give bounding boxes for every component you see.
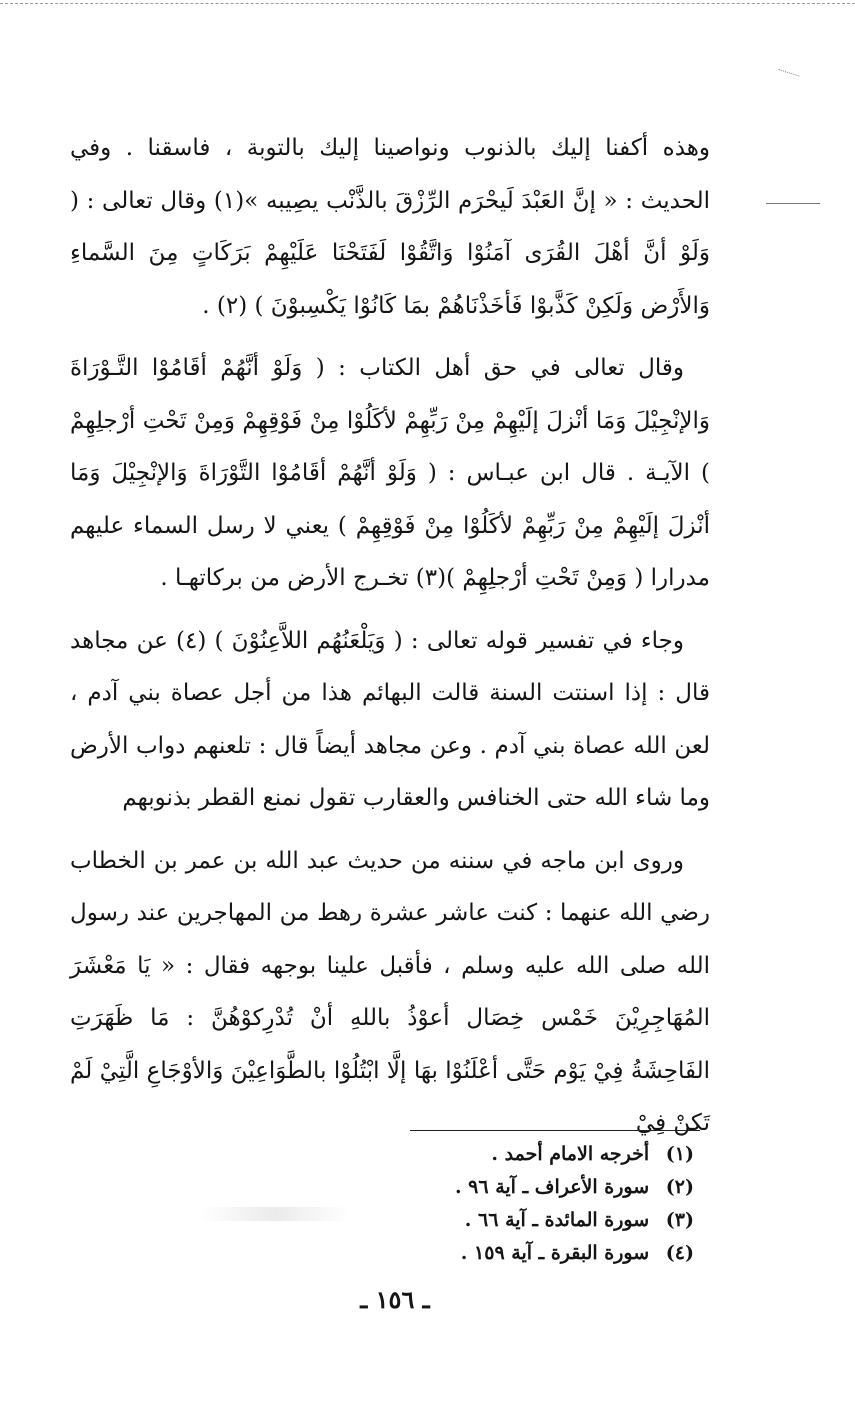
- scan-mark: [775, 69, 800, 88]
- footnote-number: (١): [665, 1143, 694, 1165]
- scan-smudge: [200, 1207, 350, 1221]
- paragraph-2: وقال تعالى في حق أهل الكتاب : ( وَلَوْ أنَّهُمْ أقَامُوْا التَّـوْرَاةَ وَالإنْجِيْلَ وَمَا أنْزلَ إلَيْهِمْ مِنْ رَبِّهِمْ لأكَلُوْا مِنْ فَوْقِهِمْ وَمِنْ تَحْتِ أرْجلِهِمْ ) الآيـة . قال ابن عبـاس : ( وَلَوْ أنَّهُمْ أقَامُوْا التَّوْرَاةَ وَالإنْجِيْلَ وَمَا أنْزلَ إلَيْهِمْ مِنْ رَبِّهِمْ لأكَلُوْا مِنْ فَوْقِهِمْ ) يعني لا رسل السماء عليهم مدرارا ( وَمِنْ تَحْتِ أرْجلِهِمْ )(٣) تخـرج الأرض من بركاتهـا .: [70, 355, 710, 591]
- footnote-number: (٣): [665, 1209, 694, 1231]
- footnote-3: [360, 1204, 700, 1237]
- footnotes: [360, 1138, 700, 1270]
- paragraph-3: وجاء في تفسير قوله تعالى : ( وَيَلْعَنُهُم اللاَّعِنُوْنَ ) (٤) عن مجاهد قال : إذا اسنتت السنة قالت البهائم هذا من أجل عصاة بني آدم ، لعن الله عصاة بني آدم . وعن مجاهد أيضاً قال : تلعنهم دواب الأرض وما شاء الله حتى الخنافس والعقارب تقول نمنع القطر بذنوبهم: [70, 627, 710, 811]
- footnote-text: أخرجه الامام أحمد .: [491, 1143, 650, 1165]
- footnote-text: سورة البقرة ـ آية ١٥٩ .: [460, 1242, 650, 1264]
- main-text: [70, 122, 710, 1150]
- paragraph-4: وروى ابن ماجه في سننه من حديث عبد الله بن عمر بن الخطاب رضي الله عنهما : كنت عاشر عشرة رهط من المهاجرين عند رسول الله صلى الله عليه وسلم ، فأقبل علينا بوجهه فقال : « يَا مَعْشَرَ المُهَاجِرِيْنَ خَمْس خِصَال أعوْذُ باللهِ أنْ تُدْرِكوْهُنَّ : مَا ظَهَرَتِ الفَاحِشَةُ فِيْ يَوْم حَتَّى أعْلَنُوْا بهَا إلَّا ابْتُلُوْا بالطَّوَاعِيْنَ وَالأوْجَاعِ الَّتِيْ لَمْ تَكنْ فِيْ: [70, 847, 710, 1136]
- footnote-number: (٢): [665, 1176, 694, 1198]
- scan-edge-top: [0, 3, 855, 6]
- margin-line: [766, 203, 820, 204]
- footnote-2: [360, 1171, 700, 1204]
- footnote-divider: [410, 1130, 700, 1131]
- footnote-text: سورة الأعراف ـ آية ٩٦ .: [454, 1176, 650, 1198]
- footnote-number: (٤): [665, 1242, 694, 1264]
- footnote-4: [360, 1237, 700, 1270]
- paragraph-1: وهذه أكفنا إليك بالذنوب ونواصينا إليك بالتوبة ، فاسقنا . وفي الحديث : « إنَّ العَبْدَ لَيحْرَم الرِّزْقَ بالذَّنْب يصِيبه »(١) وقال تعالى : ( وَلَوْ أنَّ أهْلَ القُرَى آمَنُوْا وَاتَّقُوْا لَفَتَحْنَا عَلَيْهِمْ بَرَكَاتٍ مِنَ السَّماءِ وَالأَرْض وَلَكِنْ كَذَّبوْا فَأخَذْنَاهُمْ بمَا كَانُوْا يَكْسِبوْنَ ) (٢) .: [70, 135, 710, 319]
- footnote-text: سورة المائدة ـ آية ٦٦ .: [464, 1209, 650, 1231]
- footnote-1: [360, 1138, 700, 1171]
- page-number: ـ ١٥٦ ـ: [360, 1285, 430, 1314]
